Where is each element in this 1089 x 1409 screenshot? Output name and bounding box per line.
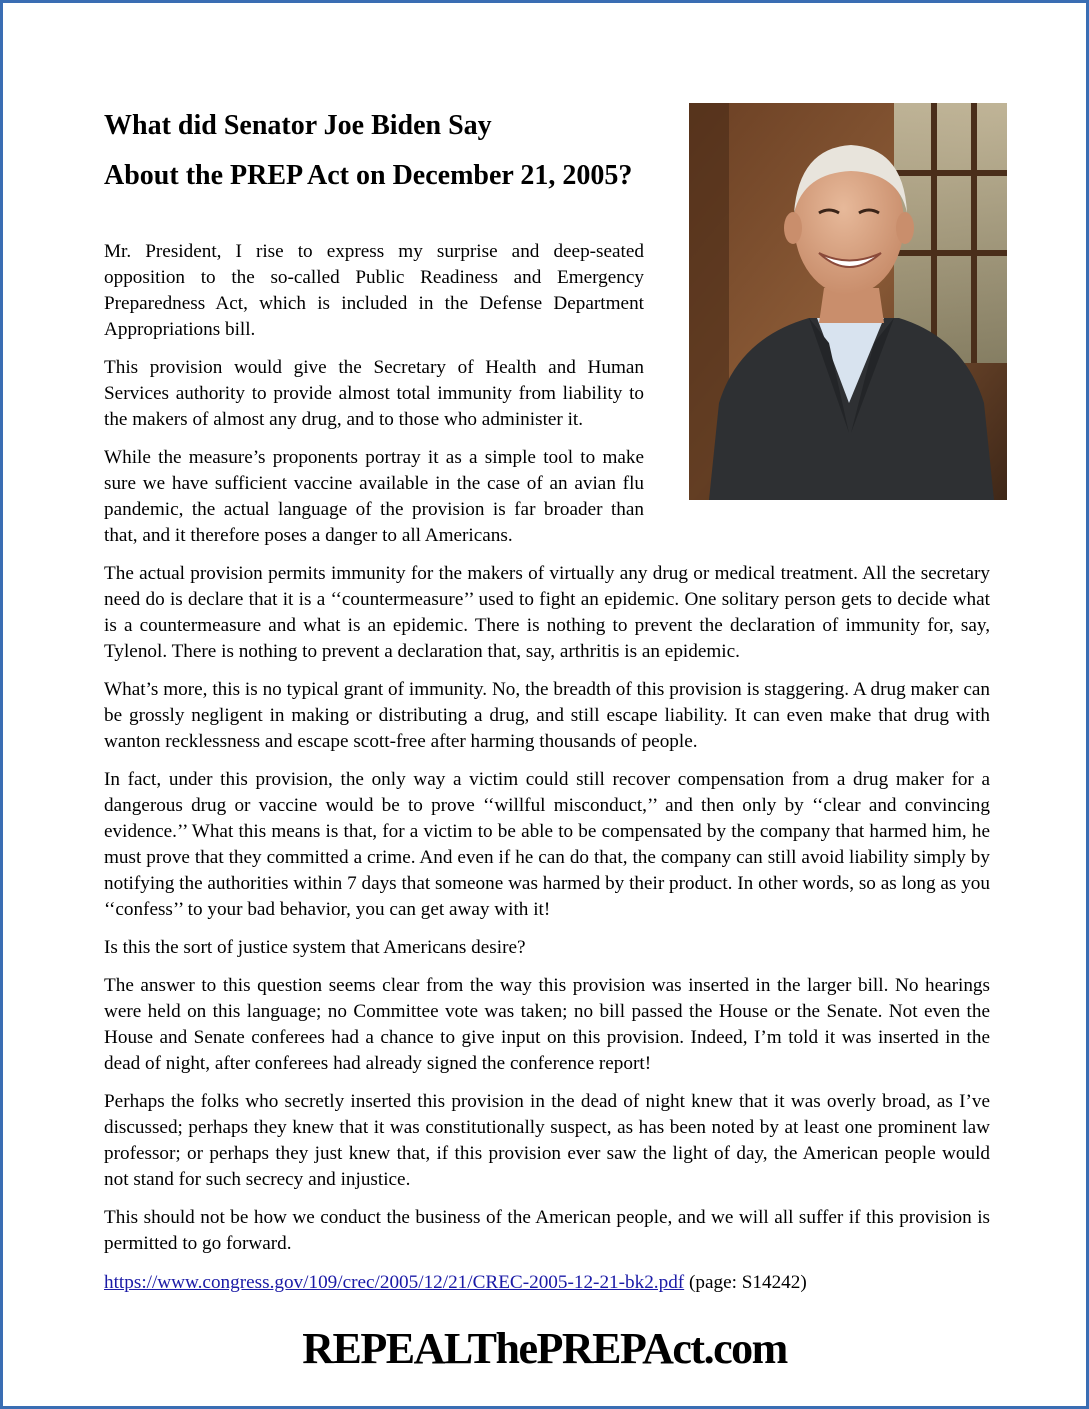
title-line-1: What did Senator Joe Biden Say	[104, 110, 492, 141]
paragraph-6: In fact, under this provision, the only way a victim could still recover compensation from a drug maker for a dangerous drug or vaccine would be to prove ‘‘willful misconduct,’’ and then only by ‘‘clear and convincing evidence.’’ What this means is that, for a victim to be able to be compensated by the company that harmed him, he must prove that they committed a crime. And even if he can do that, the company can still avoid liability simply by notifying the authorities within 7 days that someone was harmed by their product. In other words, so as long as you ‘‘confess’’ to your bad behavior, you can get away with it!	[104, 769, 990, 920]
speech-text	[104, 239, 990, 1308]
title-line-2: About the PREP Act on December 21, 2005?	[104, 160, 633, 191]
page-title	[104, 101, 664, 201]
paragraph-9: Perhaps the folks who secretly inserted this provision in the dead of night knew that it was overly broad, as I’ve discussed; perhaps they knew that it was constitutionally suspect, as has been noted by at least one prominent law professor; or perhaps they just knew that, if this provision ever saw the light of day, the American people would not stand for such secrecy and injustice.	[104, 1091, 990, 1191]
paragraph-3: While the measure’s proponents portray it as a simple tool to make sure we have sufficient vaccine available in the case of an avian flu pandemic, the actual language of the provision is far broader than that, and it therefore poses a danger to all Americans.	[104, 447, 644, 546]
photo-text-wrap-spacer	[644, 239, 990, 552]
paragraph-8: The answer to this question seems clear from the way this provision was inserted in the larger bill. No hearings were held on this language; no Committee vote was taken; no bill passed the House or the Senate. Not even the House and Senate conferees had a chance to give input on this provision. Indeed, I’m told it was inserted in the dead of night, after conferees had already signed the conference report!	[104, 975, 990, 1075]
paragraph-2: This provision would give the Secretary of Health and Human Services authority to provide almost total immunity from liability to the makers of almost any drug, and to those who administer it.	[104, 357, 644, 430]
footer-website: REPEALThePREPAct.com	[302, 1324, 787, 1373]
source-link[interactable]: https://www.congress.gov/109/crec/2005/12/21/CREC-2005-12-21-bk2.pdf	[104, 1271, 685, 1293]
source-citation	[104, 1270, 990, 1296]
paragraph-10: This should not be how we conduct the business of the American people, and we will all suffer if this provision is permitted to go forward.	[104, 1207, 990, 1255]
paragraph-4: The actual provision permits immunity for the makers of virtually any drug or medical treatment. All the secretary need do is declare that it is a ‘‘countermeasure’’ used to fight an epidemic. One solitary person gets to decide what is a countermeasure and what is an epidemic. There is nothing to prevent the declaration of immunity for, say, Tylenol. There is nothing to prevent a declaration that, say, arthritis is an epidemic.	[104, 563, 990, 662]
paragraph-1: Mr. President, I rise to express my surprise and deep-seated opposition to the so-called Public Readiness and Emergency Preparedness Act, which is included in the Defense Department Appropriations bill.	[104, 241, 644, 340]
source-page-note: (page: S14242)	[684, 1271, 807, 1293]
paragraph-7: Is this the sort of justice system that Americans desire?	[104, 937, 526, 959]
paragraph-5: What’s more, this is no typical grant of immunity. No, the breadth of this provision is staggering. A drug maker can be grossly negligent in making or distributing a drug, and still escape liability. It can even make that drug with wanton recklessness and escape scott-free after harming thousands of people.	[104, 679, 990, 752]
